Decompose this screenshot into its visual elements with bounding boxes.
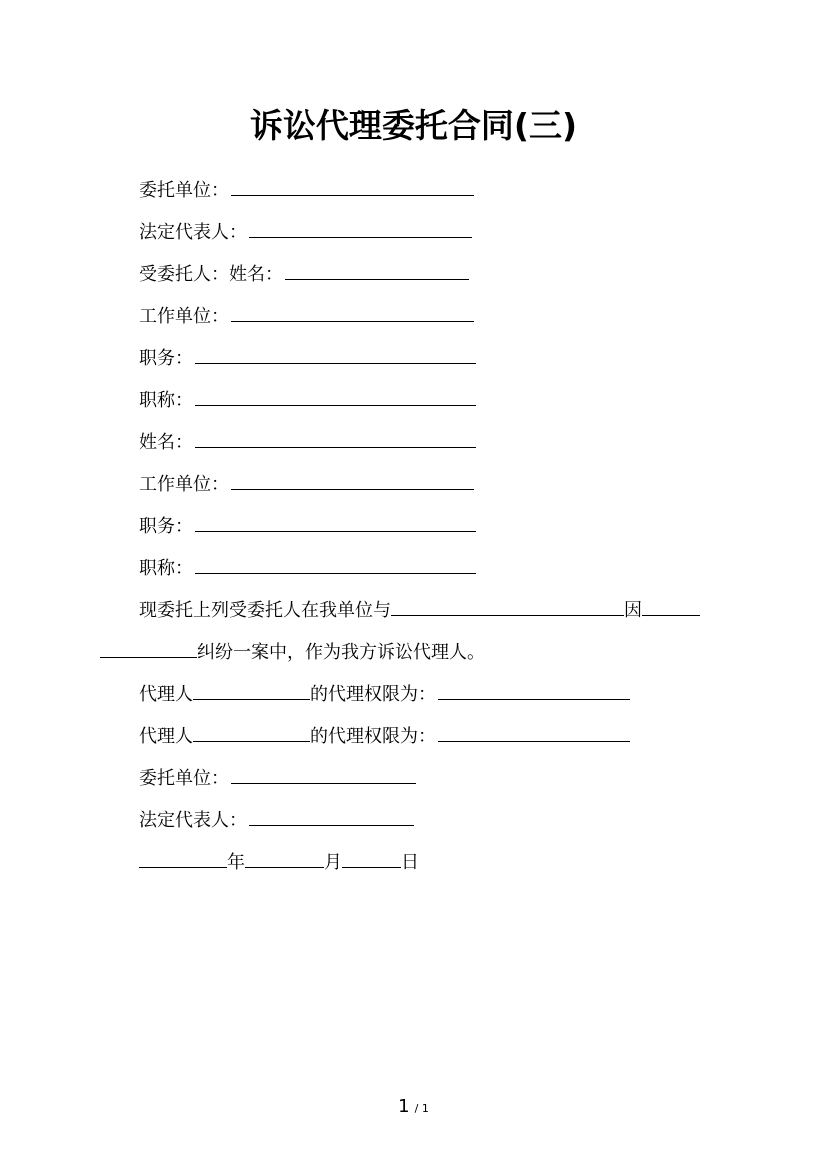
paragraph-text: 代理人 [139,684,193,705]
blank-line [195,427,476,448]
blank-line [438,721,630,742]
document-title: 诉讼代理委托合同(三) [249,106,578,145]
blank-line [245,847,324,868]
blank-line [195,385,476,406]
blank-line [195,553,476,574]
blank-line [139,847,227,868]
field-label: 职称： [139,558,193,579]
field-label: 职务： [139,348,193,369]
date-year-label: 年 [227,852,245,873]
paragraph-text: 纠纷一案中，作为我方诉讼代理人。 [197,642,485,663]
field-label: 法定代表人： [139,810,247,831]
field-label: 工作单位： [139,474,229,495]
signature-legal-rep [139,805,414,834]
field-label: 职务： [139,516,193,537]
field-label: 法定代表人： [139,222,247,243]
field-label: 委托单位： [139,768,229,789]
signature-date [139,847,419,876]
field-agent-name [139,259,469,288]
field-label: 工作单位： [139,306,229,327]
paragraph-text: 的代理权限为： [310,726,436,747]
paragraph-text: 现委托上列受委托人在我单位与 [139,600,391,621]
paragraph-text: 代理人 [139,726,193,747]
blank-line [231,763,416,784]
field-label: 受委托人：姓名： [139,264,283,285]
field-title-2 [139,553,476,582]
signature-client-unit [139,763,416,792]
page-number [0,1096,827,1117]
blank-line [342,847,401,868]
blank-line [438,679,630,700]
paragraph-line-2 [100,637,485,666]
date-day-label: 日 [401,852,419,873]
field-label: 委托单位： [139,180,229,201]
blank-line [231,175,474,196]
field-work-unit-2 [139,469,474,498]
blank-line [642,595,700,616]
field-name-2 [139,427,476,456]
field-position-1 [139,343,476,372]
field-work-unit-1 [139,301,474,330]
field-client-unit [139,175,474,204]
blank-line [100,637,197,658]
blank-line [193,679,310,700]
blank-line [195,343,476,364]
agent-authority-2 [139,721,630,750]
field-position-2 [139,511,476,540]
field-label: 职称： [139,390,193,411]
field-legal-rep [139,217,472,246]
blank-line [285,259,469,280]
paragraph-text: 的代理权限为： [310,684,436,705]
paragraph-text: 因 [624,600,642,621]
blank-line [231,301,474,322]
page-current: 1 [398,1096,410,1117]
blank-line [249,217,472,238]
agent-authority-1 [139,679,630,708]
field-title-1 [139,385,476,414]
paragraph-line-1 [139,595,700,624]
blank-line [195,511,476,532]
field-label: 姓名： [139,432,193,453]
blank-line [249,805,414,826]
page-total: / 1 [414,1102,429,1115]
blank-line [391,595,624,616]
blank-line [231,469,474,490]
blank-line [193,721,310,742]
date-month-label: 月 [324,852,342,873]
